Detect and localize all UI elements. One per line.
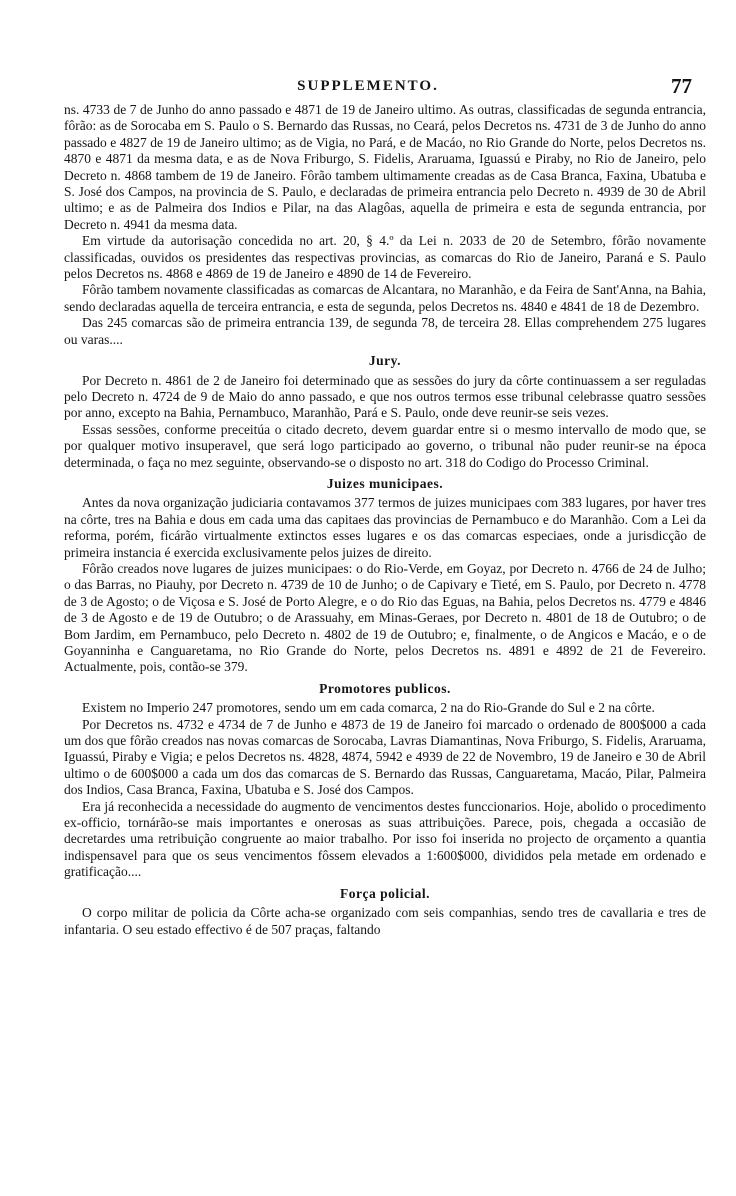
paragraph: Fôrão tambem novamente classificadas as comarcas de Alcantara, no Maranhão, e da Feira de Sant'Anna, na Bahia, sendo declaradas aquella de terceira entrancia, e esta de segunda, pelos Decretos ns. 4840 e 4841 de 18 de Dezembro. [64, 282, 706, 314]
paragraph: ns. 4733 de 7 de Junho do anno passado e 4871 de 19 de Janeiro ultimo. As outras, classificadas de segunda entrancia, fôrão: as de Sorocaba em S. Paulo o S. Bernardo das Russas, no Ceará, pelos Decretos ns. 4731 de 3 de Junho do anno passado e 4827 de 19 de Janeiro ultimo; as de Vigia, no Pará, e de Macáo, no Rio Grande do Norte, pelos Decretos ns. 4870 e 4871 da mesma data, e as de Nova Friburgo, S. Fidelis, Araruama, Iguassú e Piraby, no Rio de Janeiro, pelo Decreto n. 4868 tambem de 19 de Janeiro. Fôrão tambem ultimamente creadas as de Casa Branca, Faxina, Ubatuba e S. José dos Campos, na provincia de S. Paulo, e declaradas de primeira entrancia pelo Decreto n. 4939 de 30 de Abril ultimo; e as de Palmeira dos Indios e Pilar, na das Alagôas, aquella de primeira e esta de segunda entrancia, por Decreto n. 4941 da mesma data. [64, 102, 706, 232]
paragraph: Por Decreto n. 4861 de 2 de Janeiro foi determinado que as sessões do jury da côrte continuassem a ser reguladas pelo Decreto n. 4724 de 9 de Maio do anno passado, e que nos outros termos esse tribunal celebrasse quatro sessões por anno, excepto na Bahia, Pernambuco, Maranhão, Pará e S. Paulo, onde deve reunir-se seis vezes. [64, 372, 706, 421]
page-body [64, 102, 706, 938]
paragraph: Das 245 comarcas são de primeira entrancia 139, de segunda 78, de terceira 28. Ellas comprehendem 275 lugares ou varas.... [64, 315, 706, 347]
section-heading: Jury. [368, 353, 402, 369]
paragraph: Por Decretos ns. 4732 e 4734 de 7 de Junho e 4873 de 19 de Janeiro foi marcado o ordenado de 800$000 a cada um dos que fôrão creados nas novas comarcas de Sorocaba, Lavras Diamantinas, Nova Friburgo, S. Fidelis, Araruama, Iguassú, Piraby e Vigia; e pelos Decretos ns. 4828, 4874, 5942 e 4939 de 22 de Novembro, 19 de Janeiro e 30 de Abril ultimo o de 600$000 a cada um dos das comarcas de S. Bernardo das Russas, Canguaretama, Macáo, Pilar, Palmeira dos Indios, Casa Branca, Faxina, Ubatuba e S. José dos Campos. [64, 716, 706, 798]
paragraph: Essas sessões, conforme preceitúa o citado decreto, devem guardar entre si o mesmo intervallo de modo que, se por qualquer motivo insuperavel, que será logo participado ao governo, o tribunal não puder reunir-se na época determinada, o faça no mez seguinte, observando-se o disposto no art. 318 do Codigo do Processo Criminal. [64, 421, 706, 470]
paragraph: Existem no Imperio 247 promotores, sendo um em cada comarca, 2 na do Rio-Grande do Sul e 2 na côrte. [82, 700, 655, 716]
paragraph: Fôrão creados nove lugares de juizes municipaes: o do Rio-Verde, em Goyaz, por Decreto n. 4766 de 24 de Julho; o das Barras, no Piauhy, por Decreto n. 4739 de 10 de Junho; o de Capivary e Tieté, em S. Paulo, por Decreto n. 4778 de 3 de Agosto; o de Viçosa e S. José de Porto Alegre, e o do Rio das Eguas, na Bahia, pelos Decretos ns. 4779 e 4846 de 3 de Agosto e de 19 de Outubro; o de Arassuahy, em Minas-Geraes, por Decreto n. 4801 de 18 de Outubro; o de Bom Jardim, em Pernambuco, pelo Decreto n. 4802 de 19 de Outubro; e, finalmente, o de Angicos e Macáo, e o de Goyanninha e Canguaretama, no Rio Grande do Norte, pelos Decretos ns. 4891 e 4892 de 21 de Fevereiro. Actualmente, pois, contão-se 379. [64, 560, 706, 675]
section-heading: Promotores publicos. [319, 680, 451, 696]
paragraph: Em virtude da autorisação concedida no art. 20, § 4.º da Lei n. 2033 de 20 de Setembro, fôrão novamente classificadas, ouvidos os presidentes das respectivas provincias, as comarcas do Rio de Janeiro, Paraná e S. Paulo pelos Decretos ns. 4868 e 4869 de 19 de Janeiro e 4890 de 14 de Fevereiro. [64, 233, 706, 282]
running-title: SUPPLEMENTO. [297, 78, 439, 94]
section-heading: Juizes municipaes. [326, 475, 444, 491]
page-header [0, 74, 736, 102]
section-heading: Força policial. [340, 885, 430, 901]
paragraph: Era já reconhecida a necessidade do augmento de vencimentos destes funccionarios. Hoje, abolido o procedimento ex-officio, tornárão-se mais importantes e onerosas as suas attribuições. Parece, pois, chegada a occasião de decretardes uma retribuição congruente ao maior trabalho. Por isso foi inserida no projecto de orçamento a quantia indispensavel para que os seus vencimentos fôssem elevados a 1:600$000, divididos pela metade em ordenado e gratificação.... [64, 798, 706, 880]
paragraph: Antes da nova organização judiciaria contavamos 377 termos de juizes municipaes com 383 lugares, por haver tres na côrte, tres na Bahia e dous em cada uma das capitaes das provincias de Pernambuco e do Maranhão. Com a Lei da reforma, porém, ficárão virtualmente extinctos esses lugares e os das comarcas especiaes, onde a jurisdicção de primeira instancia é exercida exclusivamente pelos juizes de direito. [64, 495, 706, 560]
page-number: 77 [671, 74, 692, 98]
paragraph: O corpo militar de policia da Côrte acha-se organizado com seis companhias, sendo tres de cavallaria e tres de infantaria. O seu estado effectivo é de 507 praças, faltando [64, 905, 706, 937]
